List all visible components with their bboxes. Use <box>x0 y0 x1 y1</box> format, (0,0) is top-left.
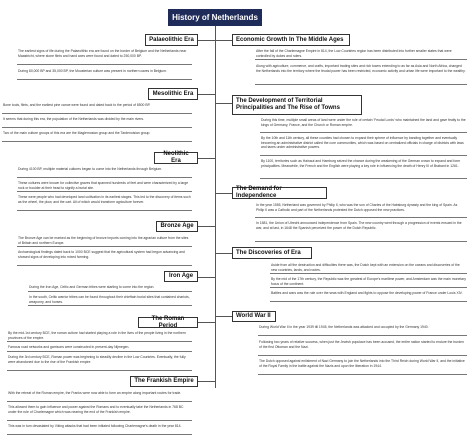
branch-mesolithic-connector <box>198 94 215 95</box>
note-roman-2: Famous road networks and garrisons were constructed in present-day Nijmegen. <box>7 345 192 352</box>
note-economic-1: After the fall of the Charlemagne Empire in 814, the Low Countries region has been distributed into further smaller states that were controlled by dukes and rulers. <box>255 49 467 60</box>
branch-discoveries-connector <box>215 253 232 254</box>
note-roman-3: During the 3rd century BCE, Roman power was beginning to steadily decline in the Low Countries. Eventually, the fully were abandoned due to the rise of the Frankish empire. <box>7 355 192 371</box>
heading-the-frankish-empire: The Frankish Empire <box>130 376 198 387</box>
note-bronze-1: The Bronze Age can be marked as the beginning of bronze imports coming into the agrarian culture from the sites of Britain and northern Europe. <box>17 236 192 247</box>
branch-independence-connector <box>215 193 232 194</box>
branch-neolithic-connector <box>198 158 215 159</box>
note-mesolithic-2: It seems that during this era, the population of the Netherlands was divided by the main rivers. <box>2 117 192 128</box>
note-territorial-2: By the 10th and 11th century, all these counties had chosen to expand their sphere of influence by banding together and eventually becoming an administrative district called the core communities, which was based on centralized officials in charge of districts with laws and taxes under administrative powers. <box>260 136 467 156</box>
note-palaeolithic-1: The earliest signs of life during the Palaeolithic era are found on the border of Belgium and the Netherlands near Maastricht, where stone flints and hand axes were found and dated to 250,000 BP. <box>17 49 192 65</box>
note-wwii-3: The Dutch opposed against enlistment of Nazi Germany to join the Netherlands into the Third Reich during World War II, and the initiative of the Royal Family in the battle against the Nazis and upon the liberation in 1944. <box>258 359 467 375</box>
heading-the-roman-period: The Roman Period <box>138 317 198 328</box>
heading-territorial-principalities: The Development of Territorial Principalities and The Rise of Towns <box>232 95 362 115</box>
central-spine <box>215 26 216 388</box>
branch-economic-connector <box>215 40 232 41</box>
heading-the-discoveries-of-era: The Discoveries of Era <box>232 247 312 259</box>
note-neolithic-1: During 4100 BP, multiple material cultures began to come into the Netherlands through Belgium. <box>17 167 192 178</box>
note-discoveries-2: By the mid of the 17th century, the Republic was the greatest of Europe's maritime power, and Amsterdam was the main monetary focus of the continent. <box>270 277 467 288</box>
note-discoveries-3: Battles and wars was the rule over the seas with England and fights to oppose the developing power of France under Louis XIV. <box>270 291 467 302</box>
branch-roman-connector <box>198 322 215 323</box>
branch-wwii-connector <box>215 316 232 317</box>
note-roman-1: By the mid-1st century BCE, the roman culture had started playing a role in the lives of the people living in the northern provinces of the empire. <box>7 331 192 342</box>
note-bronze-2: Archaeological findings dated back to 1000 BCE suggest that the agricultural system had begun advancing and showed signs of developing into mixed farming. <box>17 250 192 266</box>
note-frankish-3: This was in turn devastated by Viking attacks that had been initiated following Charlemagne's death in the year 814. <box>7 424 192 435</box>
note-independence-2: In 1581, the Union of Utrecht announced independence from Spain. The new country went through a progression of events ensued in the war, and at last, in 1648 the Spanish perceived the power of the Dutch Republic. <box>255 221 467 242</box>
branch-bronze-connector <box>198 226 215 227</box>
heading-neolithic-era: Neolithic Era <box>154 152 198 164</box>
page-title: History of Netherlands <box>168 9 262 26</box>
heading-world-war-ii: World War II <box>232 311 276 322</box>
heading-economic-growth: Economic Growth In The Middle Ages <box>232 34 350 46</box>
note-palaeolithic-2: During 80,000 BP and 35,000 BP, the Mousterian culture was present in northern caves in Belgium. <box>17 69 192 80</box>
note-iron-1: During the Iron Age, Celtic and German tribes were starting to come into the region. <box>28 285 192 292</box>
note-independence-1: In the year 1555, Netherland was governed by Philip II, who was the son of Charles of the Habsburg dynasty and the king of Spain. As Philip II was a Catholic and part of the Netherlands protested the Dutch opposed the new practices. <box>255 203 467 218</box>
note-economic-2: Along with agriculture, commerce, and crafts, important trading sites and rich towns extending to as far as Asia and North Africa, changed the Netherlands into the territory where the feudal power has been restricted, economic activity and urban life were important to the wealthy. <box>255 64 467 85</box>
note-mesolithic-3: Two of the main culture groups of this era are the Maglemosian group and the Tardenoisian group. <box>2 131 192 142</box>
heading-iron-age: Iron Age <box>164 271 198 282</box>
heading-demand-for-independence: The Demand for Independence <box>232 187 327 199</box>
note-neolithic-3: These were people who had developed land cultivation in its earliest stages. This led to the discovery of items such as the wheel, the plow, and the cart. All of which would transform agriculture forever. <box>17 195 192 211</box>
note-mesolithic-1: Bone tools, flints, and the earliest pine canoe were found and dated back to the period of 8500 BP. <box>2 103 192 114</box>
note-neolithic-2: These cultures were known for collective graves that spanned hundreds of feet and were characterized by a large rock or boulder at their head to signify a burial site. <box>17 181 192 192</box>
note-wwii-1: During World War II in the year 1939 till 1945, the Netherlands was attacked and occupied by the Germany 1940. <box>258 325 467 336</box>
branch-territorial-connector <box>215 103 232 104</box>
heading-bronze-age: Bronze Age <box>156 221 198 232</box>
heading-mesolithic-era: Mesolithic Era <box>148 88 198 100</box>
note-territorial-3: By 1100, territories such as Hainaut and Hamburg seized the chance during the weakening of the German crown to expand and form principalities. Meanwhile, the French and the English were playing a key role in influencing the death of Henry III of Brabant in 1261. <box>260 159 467 179</box>
branch-palaeolithic-connector <box>198 40 215 41</box>
branch-iron-connector <box>198 277 215 278</box>
heading-palaeolithic-era: Palaeolithic Era <box>145 34 198 46</box>
branch-frankish-connector <box>198 381 215 382</box>
note-wwii-2: Following two years of relative success, when just the Jewish populace has been accused, the entire nation started to endure the burden of the first Ottoman and the Nazi. <box>258 340 467 356</box>
note-frankish-1: With the retreat of the Roman empire, the Franks were now able to form an empire along important routes for trade. <box>7 391 192 402</box>
note-territorial-1: During this time, multiple small areas of land were under the rule of certain 'Feudal Lords' who maintained the land and gave fealty to the kings of Germany, France, and the Church or Roman empire. <box>260 118 467 133</box>
note-discoveries-1: Aside from all the destruction and difficulties there was, the Dutch kept with an extension on the oceans and discoveries of the new countries, lands, and routes. <box>270 263 467 274</box>
note-iron-2: In the south, Celtic warrior tribes can be found throughout their chieftain burial sites that contained chariots, weaponry, and horses. <box>28 295 192 306</box>
note-frankish-2: This allowed them to gain influence and power against the Romans and to eventually take the Netherlands in 768 BC under the rule of Charlemagne which was nearing the end of the Frankish empire. <box>7 405 192 421</box>
